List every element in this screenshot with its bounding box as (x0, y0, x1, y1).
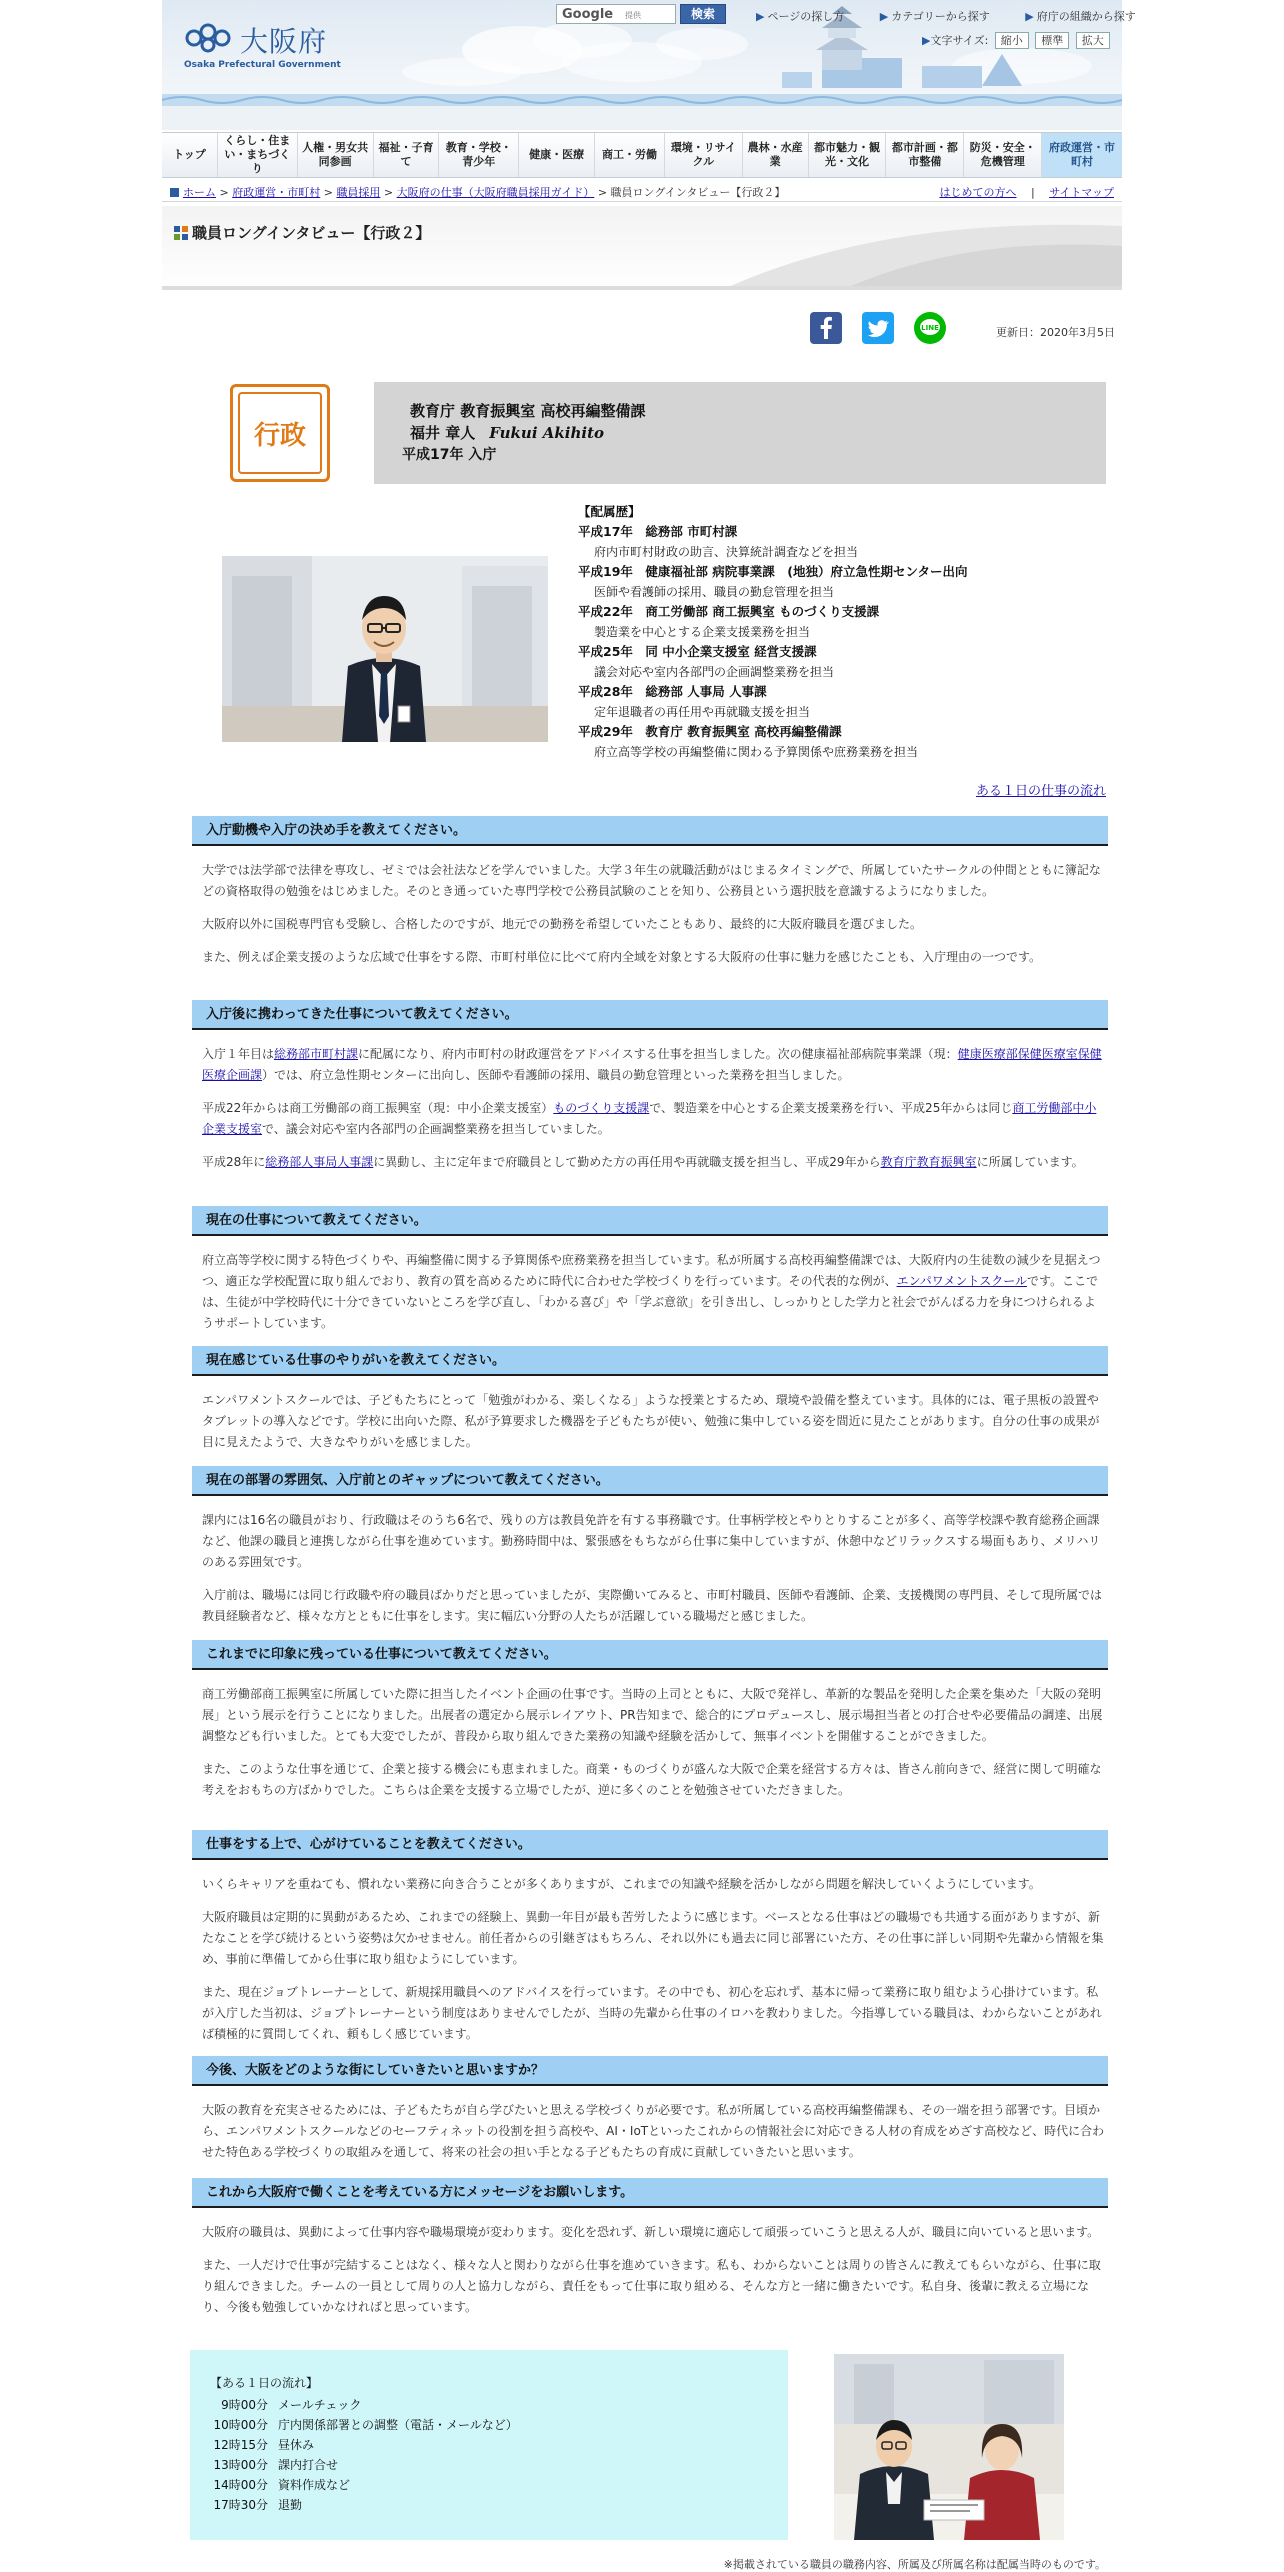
font-size-label: 文字サイズ: (930, 34, 989, 47)
day-flow-item: 14時00分 資料作成など (213, 2478, 351, 2492)
qa-answer-paragraph: また、例えば企業支援のような広域で仕事をする際、市町村単位に比べて府内全域を対象とする大阪府の仕事に魅力を感じたことも、入庁理由の一つです。 (202, 950, 1042, 964)
first-time-link[interactable]: はじめての方へ (939, 186, 1017, 199)
logo-english: Osaka Prefectural Government (184, 60, 341, 70)
career-desc: 医師や看護師の採用、職員の勤怠管理を担当 (594, 585, 835, 599)
breadcrumb-recruitment[interactable]: 職員採用 (336, 186, 381, 199)
search-provider-label: 提供 (625, 11, 641, 20)
qa-question: これまでに印象に残っている仕事について教えてください。 (192, 1640, 1108, 1670)
qa-question: 現在の仕事について教えてください。 (192, 1206, 1108, 1236)
career-year: 平成17年 総務部 市町村課 (578, 524, 738, 539)
qa-section-past-work (192, 1000, 1108, 1173)
logo-text: 大阪府 (240, 25, 328, 58)
twitter-icon (862, 312, 894, 344)
qa-question: 入庁後に携わってきた仕事について教えてください。 (192, 1000, 1108, 1030)
qa-answer-paragraph: 入庁１年目は総務部市町村課に配属になり、府内市町村の財政運営をアドバイスする仕事を担当しました。次の健康福祉部病院事業課（現：健康医療部保健医療室保健医療企画課）では、府立急性期センターに出向し、医師や看護師の採用、職員の勤怠管理といった業務を担当しました。 (202, 1047, 1102, 1082)
qa-answer-paragraph: 入庁前は、職場には同じ行政職や府の職員ばかりだと思っていましたが、実際働いてみると、市町村職員、医師や看護師、企業、支援機関の専門員、そして現所属では教員経験者など、様々な方とともに仕事をします。実に幅広い分野の人たちが活躍している職場だと感じました。 (202, 1588, 1103, 1623)
top-link-category[interactable]: ▶ カテゴリーから探す (879, 10, 990, 23)
career-item (578, 602, 1108, 642)
career-year: 平成25年 同 中小企業支援室 経営支援課 (578, 644, 817, 659)
qa-question: 仕事をする上で、心がけていることを教えてください。 (192, 1830, 1108, 1860)
day-flow-item: 13時00分 課内打合せ (213, 2458, 339, 2472)
svg-text:LINE: LINE (921, 324, 939, 332)
top-links (756, 8, 1168, 24)
qa-section-memorable-work (192, 1640, 1108, 1801)
breadcrumb-trail: ホーム > 府政運営・市町村 > 職員採用 > 大阪府の仕事（大阪府職員採用ガイド） > 職員ロングインタビュー【行政２】 (170, 184, 785, 200)
link-monozukuri-division[interactable]: ものづくり支援課 (553, 1101, 650, 1115)
career-item (578, 722, 1108, 762)
line-icon (914, 312, 946, 344)
page-title-text: 職員ロングインタビュー【行政２】 (192, 224, 431, 242)
career-year: 平成19年 健康福祉部 病院事業課 (地独）府立急性期センター出向 (578, 564, 968, 579)
title-decoration (162, 206, 1122, 290)
staff-portrait-photo (222, 556, 548, 742)
career-desc: 府立高等学校の再編整備に関わる予算関係や庶務業務を担当 (594, 745, 919, 759)
career-year: 平成28年 総務部 人事局 人事課 (578, 684, 767, 699)
career-item (578, 522, 1108, 562)
qa-section-current-work (192, 1206, 1108, 1334)
arrow-icon: ▶ (879, 10, 889, 23)
day-flow-item: 9時00分 メールチェック (221, 2398, 362, 2412)
breadcrumb (162, 180, 1122, 202)
osaka-emblem-icon (184, 20, 242, 54)
career-desc: 製造業を中心とする企業支援業務を担当 (594, 625, 811, 639)
link-municipal-division[interactable]: 総務部市町村課 (274, 1047, 359, 1061)
nav-item-city-culture[interactable]: 都市魅力・観光・文化 (809, 133, 887, 177)
profile-name-ja: 福井 章人 (410, 424, 476, 442)
qa-question: 現在感じている仕事のやりがいを教えてください。 (192, 1346, 1108, 1376)
title-grid-icon (174, 226, 188, 240)
facebook-icon (810, 312, 842, 344)
day-flow-item: 12時15分 昼休み (213, 2438, 315, 2452)
top-link-organization[interactable]: ▶ 府庁の組織から探す (1025, 10, 1136, 23)
career-year: 平成29年 教育庁 教育振興室 高校再編整備課 (578, 724, 842, 739)
career-year: 平成22年 商工労働部 商工振興室 ものづくり支援課 (578, 604, 880, 619)
nav-item-welfare[interactable]: 福祉・子育て (374, 133, 440, 177)
nav-item-disaster[interactable]: 防災・安全・危機管理 (964, 133, 1042, 177)
font-size-standard-button[interactable]: 標準 (1035, 32, 1069, 49)
footnote: ※掲載されている職員の職務内容、所属及び所属名称は配属当時のものです。 (723, 2558, 1106, 2571)
career-desc: 府内市町村財政の助言、決算統計調査などを担当 (594, 545, 859, 559)
qa-answer-paragraph: また、このような仕事を通じて、企業と接する機会にも恵まれました。商業・ものづくりが盛んな大阪で企業を経営する方々は、皆さん前向きで、経営に関して明確な考えをおもちの方ばかりでした。こちらは企業を支援する立場でしたが、逆に多くのことを勉強させていただきました。 (202, 1762, 1102, 1797)
qa-section-mindset (192, 1830, 1108, 2045)
arrow-icon: ▶ (1025, 10, 1034, 23)
day-flow-item: 10時00分 庁内関係部署との調整（電話・メールなど） (213, 2418, 518, 2432)
qa-answer-paragraph: 平成28年に総務部人事局人事課に異動し、主に定年まで府職員として勤めた方の再任用や再就職支援を担当し、平成29年から教育庁教育振興室に所属しています。 (202, 1155, 1084, 1169)
nav-item-commerce[interactable]: 商工・労働 (595, 133, 665, 177)
profile-name (410, 422, 604, 443)
font-size-larger-button[interactable]: 拡大 (1076, 32, 1110, 49)
breadcrumb-right-links (939, 184, 1114, 200)
link-sme-support-office[interactable]: 商工労働部中小企業支援室 (202, 1101, 1097, 1136)
day-flow-link[interactable]: ある１日の仕事の流れ (975, 784, 1106, 799)
page-title (174, 222, 430, 243)
nav-item-top[interactable]: トップ (162, 133, 218, 177)
link-education-promotion-office[interactable]: 教育庁教育振興室 (880, 1155, 977, 1169)
sitemap-link[interactable]: サイトマップ (1049, 186, 1114, 199)
twitter-share-button[interactable] (862, 312, 894, 344)
search-input[interactable] (556, 4, 676, 24)
line-share-button[interactable] (914, 312, 946, 344)
staff-portrait-image (222, 556, 548, 742)
search-button[interactable]: 検索 (680, 4, 726, 24)
qa-section-atmosphere (192, 1466, 1108, 1627)
qa-answer-paragraph: 大阪府職員は定期的に異動があるため、これまでの経験上、異動一年目が最も苦労したように感じます。ベースとなる仕事はどの職場でも共通する面がありますが、新たなことを学び続けるという姿勢は欠かせません。前任者からの引継ぎはもちろん、それ以外にも過去に同じ部署にいた方、その仕事に詳しい同期や先輩から情報を集め、事前に準備してから仕事に取り組むようにしています。 (202, 1910, 1104, 1966)
career-history (578, 502, 1108, 762)
font-size-smaller-button[interactable]: 縮小 (995, 32, 1029, 49)
profile-joined: 平成17年 入庁 (402, 447, 497, 463)
link-personnel-division[interactable]: 総務部人事局人事課 (265, 1155, 374, 1169)
link-empowerment-school[interactable]: エンパワメントスクール (896, 1274, 1028, 1288)
nav-item-administration[interactable]: 府政運営・市町村 (1042, 133, 1122, 177)
day-flow-box (190, 2350, 788, 2540)
qa-section-message (192, 2178, 1108, 2318)
qa-section-future-osaka (192, 2056, 1108, 2163)
nav-item-urban-planning[interactable]: 都市計画・都市整備 (886, 133, 964, 177)
nav-item-environment[interactable]: 環境・リサイクル (665, 133, 743, 177)
qa-question: 現在の部署の雰囲気、入庁前とのギャップについて教えてください。 (192, 1466, 1108, 1496)
career-item (578, 562, 1108, 602)
title-bar (162, 206, 1122, 290)
career-heading: 【配属歴】 (578, 504, 641, 519)
qa-answer-paragraph: いくらキャリアを重ねても、慣れない業務に向き合うことが多くありますが、これまでの知識や経験を活かしながら問題を解決していくようにしています。 (202, 1877, 1041, 1891)
breadcrumb-current: 職員ロングインタビュー【行政２】 (610, 186, 786, 199)
arrow-icon: ▶ (756, 10, 765, 23)
font-size-control (922, 32, 1110, 49)
nav-item-human-rights[interactable]: 人権・男女共同参画 (298, 133, 374, 177)
qa-answer-paragraph: 府立高等学校に関する特色づくりや、再編整備に関する予算関係や庶務業務を担当しています。私が所属する高校再編整備課では、大阪府内の生徒数の減少を見据えつつ、適正な学校配置に取り組んでおり、教育の質を高めるために時代に合わせた学校づくりを行っています。その代表的な例が、エンパワメントスクールです。ここでは、生徒が中学校時代に十分できていないところを学び直し、「わかる喜び」や「学ぶ意欲」を引き出し、しっかりとした学力と社会でがんばる力を身につけられるようサポートしています。 (202, 1253, 1101, 1330)
updated-date: 更新日：2020年3月5日 (996, 326, 1115, 339)
qa-answer-paragraph: 平成22年からは商工労働部の商工振興室（現：中小企業支援室）ものづくり支援課で、製造業を中心とする企業支援業務を行い、平成25年からは同じ商工労働部中小企業支援室で、議会対応や室内各部門の企画調整業務を担当していました。 (202, 1101, 1097, 1136)
breadcrumb-home[interactable]: ホーム (183, 186, 216, 199)
qa-question: 今後、大阪をどのような街にしていきたいと思いますか？ (192, 2056, 1108, 2086)
link-health-planning-division[interactable]: 健康医療部保健医療室保健医療企画課 (202, 1047, 1102, 1082)
qa-answer-paragraph: 大学では法学部で法律を専攻し、ゼミでは会社法などを学んでいました。大学３年生の就職活動がはじまるタイミングで、所属していたサークルの仲間とともに簿記などの資格取得の勉強をはじめました。そのとき通っていた専門学校で公務員試験のことを知り、公務員という選択肢を意識するようになりました。 (202, 863, 1101, 898)
qa-answer-paragraph: また、一人だけで仕事が完結することはなく、様々な人と関わりながら仕事を進めていきます。私も、わからないことは周りの皆さんに教えてもらいながら、仕事に取り組んできました。チームの一員として周りの人と協力しながら、責任をもって仕事に取り組める、そんな方と一緒に働きたいです。私自身、後輩に教える立場になり、今後も勉強していかなければと思っています。 (202, 2258, 1101, 2314)
qa-section-rewarding (192, 1346, 1108, 1453)
top-link-how-to-find[interactable]: ▶ ページの探し方 (756, 10, 845, 23)
qa-answer-paragraph: エンパワメントスクールでは、子どもたちにとって「勉強がわかる、楽しくなる」ような授業とするため、環境や設備を整えています。具体的には、電子黒板の設置やタブレットの導入などです。学校に出向いた際、私が予算要求した機器を子どもたちが使い、勉強に集中している姿を間近に見たことがあります。自分の仕事の成果が目に見えたようで、大きなやりがいを感じました。 (202, 1393, 1100, 1449)
job-category-badge (230, 384, 330, 482)
career-desc: 議会対応や室内各部門の企画調整業務を担当 (594, 665, 835, 679)
meeting-photo (834, 2354, 1064, 2540)
job-category-text: 行政 (238, 392, 322, 474)
nav-item-living[interactable]: くらし・住まい・まちづくり (218, 133, 298, 177)
day-flow-title: 【ある１日の流れ】 (210, 2376, 319, 2390)
qa-answer-paragraph: 大阪府以外に国税専門官も受験し、合格したのですが、地元での勤務を希望していたこともあり、最終的に大阪府職員を選びました。 (202, 917, 923, 931)
career-desc: 定年退職者の再任用や再就職支援を担当 (594, 705, 811, 719)
nav-item-health[interactable]: 健康・医療 (519, 133, 595, 177)
qa-answer-paragraph: 大阪の教育を充実させるためには、子どもたちが自ら学びたいと思える学校づくりが必要です。私が所属している高校再編整備課も、その一端を担う部署です。目頃から、エンパワメントスクールなどのセーフティネットの役割を担う高校や、AI・IoTといったこれからの情報社会に対応できる人材の育成をめざす高校など、時代に合わせた特色ある学校づくりの取組みを通して、将来の社会の担い手となる子どもたちの育成に貢献していきたいと思います。 (202, 2103, 1105, 2159)
profile-affiliation: 教育庁 教育振興室 高校再編整備課 (410, 402, 646, 420)
nav-item-education[interactable]: 教育・学校・青少年 (439, 133, 519, 177)
qa-question: これから大阪府で働くことを考えている方にメッセージをお願いします。 (192, 2178, 1108, 2208)
breadcrumb-work-guide[interactable]: 大阪府の仕事（大阪府職員採用ガイド） (396, 186, 595, 199)
nav-item-agriculture[interactable]: 農林・水産業 (743, 133, 809, 177)
square-bullet-icon (170, 188, 179, 197)
qa-answer-paragraph: また、現在ジョブトレーナーとして、新規採用職員へのアドバイスを行っています。その中でも、初心を忘れず、基本に帰って業務に取り組むよう心掛けています。私が入庁した当初は、ジョブトレーナーという制度はありませんでしたが、当時の先輩から仕事のイロハを教わりました。今指導している職員は、わからないことがあれば積極的に質問してくれ、頼もしく感じています。 (202, 1985, 1102, 2041)
meeting-image (834, 2354, 1064, 2540)
profile-name-en: Fukui Akihito (489, 424, 605, 442)
career-item (578, 642, 1108, 682)
qa-question: 入庁動機や入庁の決め手を教えてください。 (192, 816, 1108, 846)
qa-answer-paragraph: 大阪府の職員は、異動によって仕事内容や職場環境が変わります。変化を恐れず、新しい環境に適応して頑張っていこうと思える人が、職員に向いていると思います。 (202, 2225, 1100, 2239)
page (162, 0, 1136, 2571)
separator: | (1019, 186, 1046, 199)
google-logo: Google (562, 7, 614, 22)
day-flow-item: 17時30分 退勤 (213, 2498, 303, 2512)
qa-answer-paragraph: 課内には16名の職員がおり、行政職はそのうち6名で、残りの方は教員免許を有する事務職です。仕事柄学校とやりとりすることが多く、高等学校課や教育総務企画課など、他課の職員と連携しながら仕事を進めています。勤務時間中は、緊張感をもちながら仕事に集中していますが、休憩中などリラックスする場面もあり、メリハリのある雰囲気です。 (202, 1513, 1101, 1569)
qa-answer-paragraph: 商工労働部商工振興室に所属していた際に担当したイベント企画の仕事です。当時の上司とともに、大阪で発祥し、革新的な製品を発明した企業を集めた「大阪の発明展」という展示を行うことになりました。出展者の選定から展示レイアウト、PR告知まで、総合的にプロデュースし、展示場担当者との打合せや必要備品の調達、出展調整なども行いました。とても大変でしたが、普段から取り組んできた業務の知識や経験を活かして、無事イベントを開催することができました。 (202, 1687, 1103, 1743)
breadcrumb-admin[interactable]: 府政運営・市町村 (232, 186, 321, 199)
site-header (162, 0, 1136, 130)
profile-name-box (374, 382, 1106, 484)
facebook-share-button[interactable] (810, 312, 842, 344)
global-nav (162, 132, 1122, 178)
career-item (578, 682, 1108, 722)
arrow-icon: ▶ (922, 34, 931, 47)
qa-section-motivation (192, 816, 1108, 968)
